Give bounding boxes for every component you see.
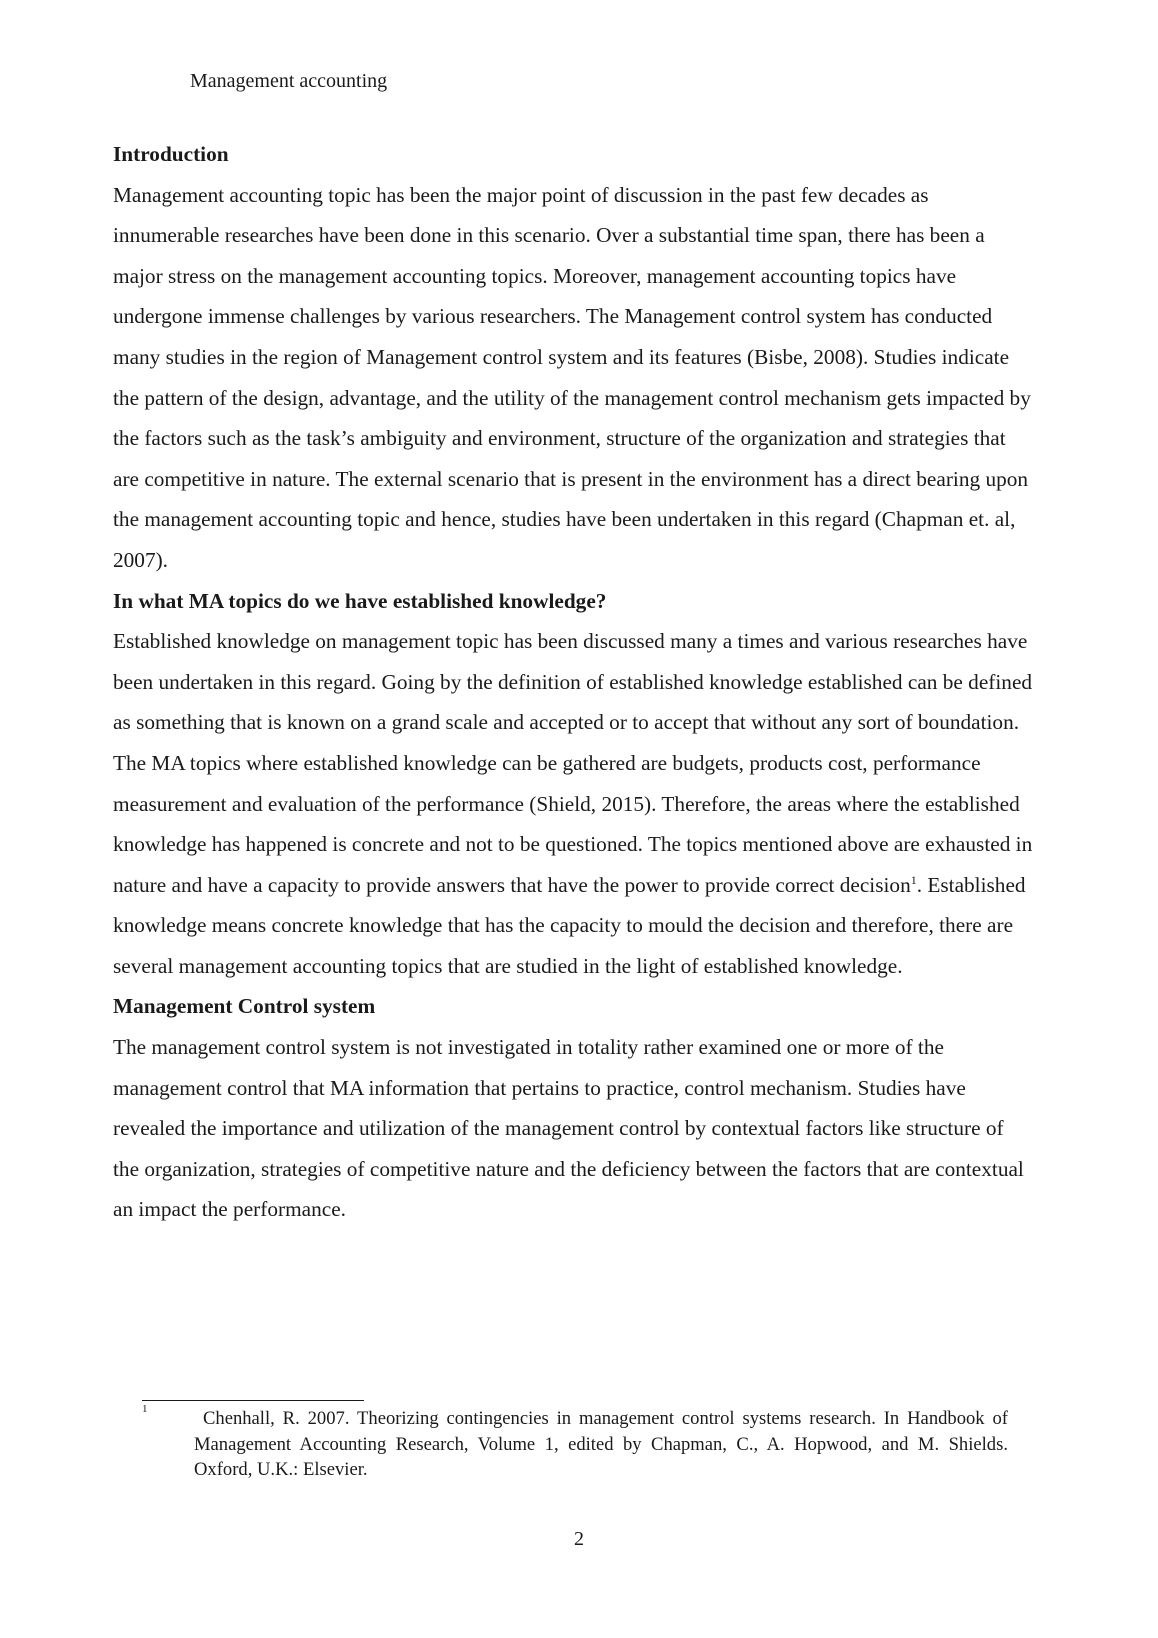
running-header: Management accounting	[190, 70, 388, 92]
footnote	[142, 1403, 1008, 1483]
section-heading-management-control-system: Management Control system	[113, 994, 376, 1019]
page-number: 2	[574, 1528, 584, 1550]
paragraph-text: . Established knowledge means concrete knowledge that has the capacity to mould the decision and therefore, there are several management accounting topics that are studied in the light of established knowledge.	[113, 872, 1026, 978]
paragraph-introduction: Management accounting topic has been the major point of discussion in the past few decades as innumerable researches have been done in this scenario. Over a substantial time span, there has been a major stress on the management accounting topics. Moreover, management accounting topics have undergone immense challenges by various researchers. The Management control system has conducted many studies in the region of Management control system and its features (Bisbe, 2008). Studies indicate the pattern of the design, advantage, and the utility of the management control mechanism gets impacted by the factors such as the task’s ambiguity and environment, structure of the organization and strategies that are competitive in nature. The external scenario that is present in the environment has a direct bearing upon the management accounting topic and hence, studies have been undertaken in this regard (Chapman et. al, 2007).	[113, 182, 1031, 572]
footnote-reference: 1	[910, 872, 917, 887]
section-heading-established-knowledge: In what MA topics do we have established knowledge?	[113, 588, 607, 613]
paragraph-text: Established knowledge on management topic has been discussed many a times and various researches have been undertaken in this regard. Going by the definition of established knowledge established can be defined as something that is known on a grand scale and accepted or to accept that without any sort of boundation. The MA topics where established knowledge can be gathered are budgets, products cost, performance measurement and evaluation of the performance (Shield, 2015). Therefore, the areas where the established knowledge has happened is concrete and not to be questioned. The topics mentioned above are exhausted in nature and have a capacity to provide answers that have the power to provide correct decision	[113, 629, 1033, 897]
paragraph-established-knowledge	[113, 621, 1033, 986]
footnote-text: Chenhall, R. 2007. Theorizing contingencies in management control systems research. In Handbook of Management Accounting Research, Volume 1, edited by Chapman, C., A. Hopwood, and M. Shields. Oxford, U.K.: Elsevier.	[194, 1408, 1008, 1480]
body-text	[113, 134, 1033, 1230]
footnote-mark: 1	[142, 1403, 148, 1415]
section-heading-introduction: Introduction	[113, 142, 229, 166]
footnote-separator	[142, 1400, 364, 1401]
paragraph-management-control-system: The management control system is not investigated in totality rather examined one or more of the management control that MA information that pertains to practice, control mechanism. Studies have revealed the importance and utilization of the management control by contextual factors like structure of the organization, strategies of competitive nature and the deficiency between the factors that are contextual an impact the performance.	[113, 1035, 1024, 1222]
